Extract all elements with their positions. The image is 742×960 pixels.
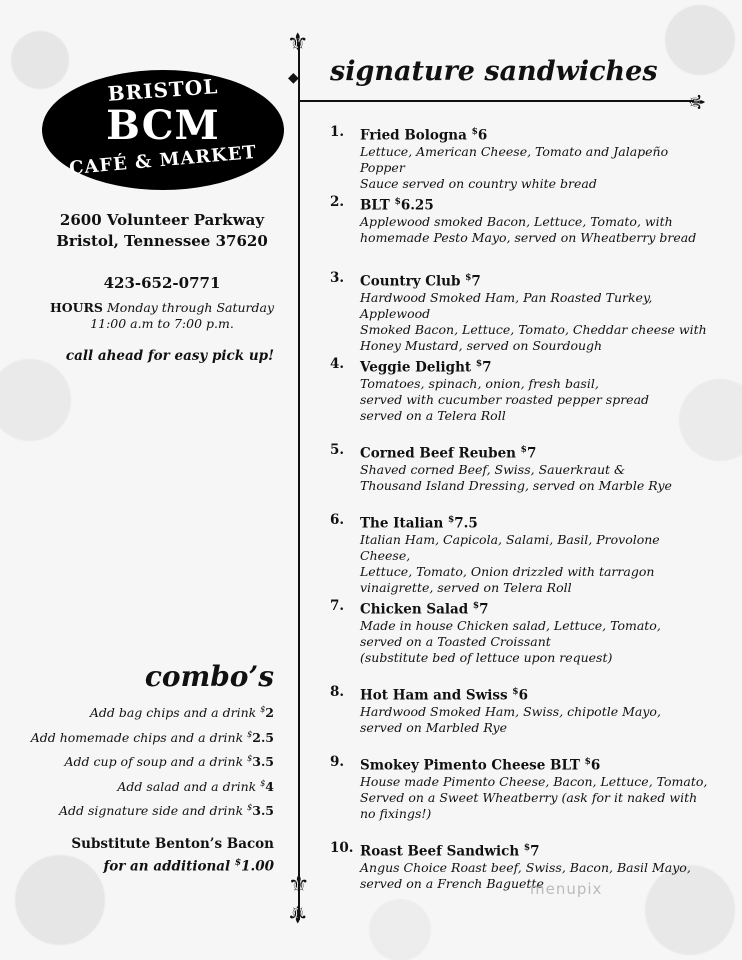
dollar-sign: $ [584,757,591,767]
combo-price: 3.5 [252,803,274,819]
item-description: Lettuce, American Cheese, Tomato and Jalapeño Popper [360,143,669,175]
watermark-text: menupix [530,880,603,898]
dollar-sign: $ [247,803,253,813]
hours-time: 11:00 a.m to 7:00 p.m. [90,316,234,331]
item-price: 6 [590,757,601,774]
combo-item [20,700,274,725]
dollar-sign: $ [234,858,242,868]
item-name: The Italian [360,515,444,532]
sandwich-item [330,684,661,736]
combos-title: combo’s [144,660,274,693]
item-price: 7 [482,359,492,376]
item-description: Smoked Bacon, Lettuce, Tomato, Cheddar cheese with [360,321,707,337]
sandwich-item [330,512,710,596]
sandwich-item [330,598,661,666]
combo-item [20,749,274,774]
sandwich-item [330,840,691,892]
horizontal-divider [298,100,694,102]
item-name-line [360,840,691,860]
item-description: served on a Telera Roll [360,407,506,423]
address-line-2: Bristol, Tennessee 37620 [56,232,268,250]
signature-title: signature sandwiches [330,56,658,87]
substitute-line-2 [20,854,274,877]
item-description: Made in house Chicken salad, Lettuce, Tomato, [360,617,661,633]
item-name-line [360,356,649,376]
substitute-text: for an additional [103,858,235,875]
item-description: Italian Ham, Capicola, Salami, Basil, Provolone Cheese, [360,531,660,563]
item-price: 7 [479,601,489,618]
combo-price: 3.5 [252,754,274,770]
sandwich-item [330,356,649,424]
sandwich-item [330,442,672,494]
logo-top-text: BRISTOL [106,74,220,106]
item-description: (substitute bed of lettuce upon request) [360,649,613,665]
item-name: Roast Beef Sandwich [360,843,520,860]
dollar-sign: $ [472,601,480,611]
call-ahead-note: call ahead for easy pick up! [65,348,274,364]
item-name-line [360,598,661,618]
item-number: 7. [330,598,345,614]
item-name: Country Club [360,273,461,290]
item-description: Honey Mustard, served on Sourdough [360,337,603,353]
logo-middle-text: BCM [106,102,220,149]
dollar-sign: $ [520,445,527,455]
vertical-divider [298,42,300,920]
item-description: no fixings!) [360,805,432,821]
dollar-sign: $ [247,729,253,739]
combo-text: Add salad and a drink [117,778,257,794]
item-name-line [360,124,710,144]
sandwich-item [330,754,707,822]
dollar-sign: $ [512,687,519,697]
item-price: 7 [526,445,537,462]
combo-text: Add cup of soup and a drink [64,754,244,770]
item-name-line [360,512,710,532]
fleur-de-lis-icon: ⚜ [287,900,309,928]
item-name: Smokey Pimento Cheese BLT [360,757,580,774]
item-description: Shaved corned Beef, Swiss, Sauerkraut & [360,461,626,477]
dollar-sign: $ [475,359,483,369]
item-name: Chicken Salad [360,601,469,618]
item-name-line [360,684,661,704]
dollar-sign: $ [523,843,531,853]
item-description: Tomatoes, spinach, onion, fresh basil, [360,375,599,391]
dollar-sign: $ [394,197,401,207]
combo-item [20,725,274,750]
item-price: 6 [518,687,528,704]
bcm-logo [42,70,284,190]
item-description: Lettuce, Tomato, Onion drizzled with tarragon [360,563,655,579]
item-description: Sauce served on country white bread [360,175,597,191]
dollar-sign: $ [447,515,455,525]
sandwich-item [330,124,710,192]
item-description: homemade Pesto Mayo, served on Wheatberry bread [360,229,697,245]
item-name: Veggie Delight [360,359,472,376]
item-description: Hardwood Smoked Ham, Pan Roasted Turkey, Applewood [360,289,653,321]
fleur-de-lis-icon: ⚜ [288,870,310,898]
item-description: vinaigrette, served on Telera Roll [360,579,572,595]
item-description: Applewood smoked Bacon, Lettuce, Tomato, with [360,213,673,229]
combo-price: 4 [265,778,274,794]
item-description: served on Marbled Rye [360,719,508,735]
item-description: House made Pimento Cheese, Bacon, Lettuce, Tomato, [360,773,708,789]
item-price: 7 [471,273,481,290]
dollar-sign: $ [471,127,478,137]
item-description: Hardwood Smoked Ham, Swiss, chipotle Mayo, [360,703,661,719]
logo-bottom-text: CAFÉ & MARKET [68,141,258,180]
hours-days: Monday through Saturday [106,300,275,315]
substitute-note [20,835,274,877]
combo-price: 2 [265,705,274,721]
item-description: served with cucumber roasted pepper spread [360,391,650,407]
item-number: 3. [330,270,345,286]
item-number: 5. [330,442,345,458]
item-price: 7 [530,843,540,860]
item-description: served on a Toasted Croissant [360,633,551,649]
dollar-sign: $ [260,705,266,714]
item-number: 8. [330,684,345,700]
item-description: Thousand Island Dressing, served on Marble Rye [360,477,672,493]
dollar-sign: $ [465,273,472,283]
item-name: Fried Bologna [360,127,467,144]
item-name: Corned Beef Reuben [360,445,516,462]
combo-list [20,700,274,823]
substitute-price: 1.00 [241,858,274,875]
item-price: 6 [477,127,488,144]
dollar-sign: $ [260,778,266,788]
item-description: served on a French Baguette [360,875,544,891]
item-description: Served on a Sweet Wheatberry (ask for it naked with [360,789,698,805]
combo-price: 2.5 [252,729,274,745]
item-number: 2. [330,194,345,210]
item-number: 6. [330,512,345,528]
item-name: Hot Ham and Swiss [360,687,508,704]
combo-item [20,774,274,799]
diamond-ornament-icon: ◆ [288,70,299,86]
item-price: 6.25 [400,197,434,214]
item-name-line [360,754,707,774]
item-name-line [360,270,710,290]
hours-label: HOURS [49,300,103,315]
fleur-de-lis-icon: ⚜ [287,28,309,56]
item-price: 7.5 [454,515,478,532]
item-number: 10. [330,840,354,856]
item-number: 4. [330,356,345,372]
phone-number: 423-652-0771 [103,274,221,292]
item-number: 9. [330,754,345,770]
combo-text: Add bag chips and a drink [89,705,257,721]
item-number: 1. [330,124,345,140]
sandwich-item [330,194,696,246]
combo-text: Add homemade chips and a drink [30,729,244,745]
item-name-line [360,194,696,214]
item-description: Angus Choice Roast beef, Swiss, Bacon, Basil Mayo, [360,859,691,875]
dollar-sign: $ [247,754,253,764]
address-line-1: 2600 Volunteer Parkway [59,211,265,229]
substitute-line-1: Substitute Benton’s Bacon [71,836,274,852]
fleur-de-lis-icon: ⚜ [682,92,708,112]
sandwich-item [330,270,710,354]
combo-text: Add signature side and drink [58,803,244,819]
combo-item [20,798,274,823]
item-name-line [360,442,672,462]
hours-block [30,300,294,332]
item-name: BLT [360,197,390,214]
